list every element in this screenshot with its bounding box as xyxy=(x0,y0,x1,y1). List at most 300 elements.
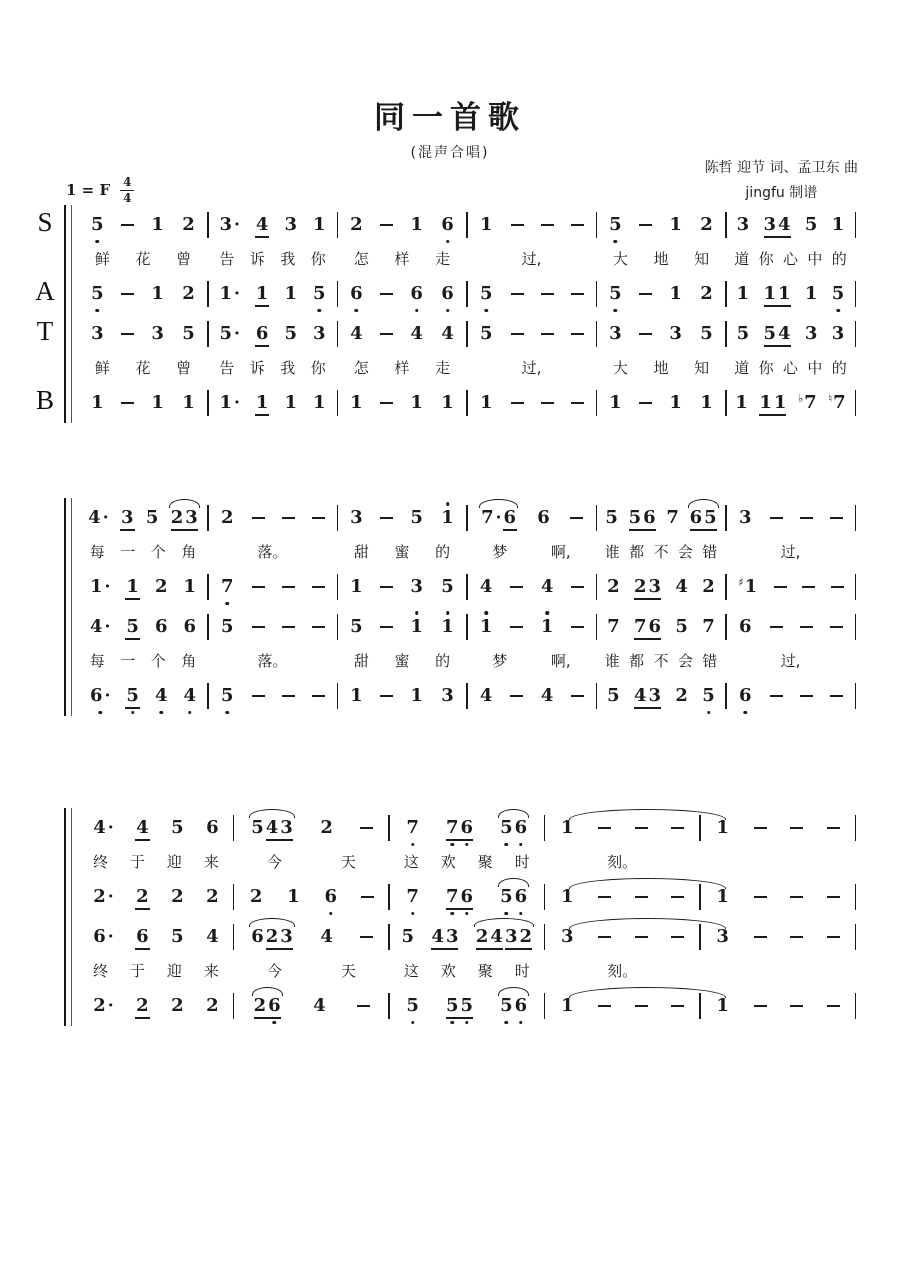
measure xyxy=(390,986,544,1026)
note-digit: 1 xyxy=(759,392,772,413)
note-digit: 6 xyxy=(154,616,168,637)
beam-group xyxy=(445,888,474,906)
note xyxy=(312,394,327,412)
note xyxy=(479,394,494,412)
voice-label-b: B xyxy=(35,385,54,415)
note-digit: 6 xyxy=(537,507,550,528)
duration-dash xyxy=(282,586,295,588)
note xyxy=(181,216,196,234)
duration-dash xyxy=(511,293,524,295)
note-digit: 3 xyxy=(648,576,662,597)
beam-group xyxy=(265,928,294,946)
lyric-syllable: 的 xyxy=(435,652,451,670)
duration-dash xyxy=(312,517,325,519)
note-digit: 1 xyxy=(561,995,574,1016)
lyric-syllable: 你 xyxy=(310,250,326,268)
lyric-syllable: 你 xyxy=(310,359,326,377)
note-digit: 6 xyxy=(643,507,656,528)
system-lines xyxy=(79,205,856,423)
system xyxy=(26,498,856,716)
measure xyxy=(468,383,596,423)
lyric-syllable: 落。 xyxy=(257,652,288,670)
measure xyxy=(701,877,855,917)
note-digit: 5 xyxy=(221,685,234,706)
key-signature xyxy=(66,176,134,204)
note xyxy=(831,285,846,303)
measure xyxy=(597,383,725,423)
lyric-measure xyxy=(390,848,544,877)
note-digit: 7 xyxy=(702,616,715,637)
note xyxy=(90,216,105,234)
note xyxy=(409,509,424,527)
note-digit: 4 xyxy=(265,817,279,838)
lyric-measure xyxy=(545,957,699,986)
duration-dash xyxy=(830,517,843,519)
slur-group xyxy=(689,509,718,527)
note xyxy=(170,509,185,527)
note xyxy=(715,888,730,906)
lyric-syllable: 你 xyxy=(758,250,774,268)
note-digit: 4 xyxy=(183,685,196,706)
accidental: ♭ xyxy=(797,392,804,405)
note-digit: 5 xyxy=(171,926,184,947)
note-digit: 1 xyxy=(410,616,423,637)
duration-dash xyxy=(282,626,295,628)
note-digit: 2 xyxy=(154,576,168,597)
duration-dash xyxy=(830,626,843,628)
note xyxy=(205,928,220,946)
note-digit: 1 xyxy=(312,392,326,413)
note xyxy=(736,325,751,343)
measure xyxy=(234,877,388,917)
note xyxy=(633,578,648,596)
note-digit: 3 xyxy=(312,323,326,344)
note-digit: 2 xyxy=(675,685,688,706)
note xyxy=(409,216,424,234)
duration-dash xyxy=(671,896,684,898)
duration-dash xyxy=(121,402,134,404)
note xyxy=(738,618,753,636)
note xyxy=(349,285,364,303)
augmentation-dot: · xyxy=(234,324,240,344)
lyric-syllable: 蜜 xyxy=(394,652,410,670)
lyric-syllable: 个 xyxy=(150,543,166,561)
note xyxy=(349,394,364,412)
augmentation-dot: · xyxy=(107,996,114,1016)
note xyxy=(405,997,420,1015)
duration-dash xyxy=(510,626,523,628)
lyric-syllable: 迎 xyxy=(166,962,182,980)
voice-line-bass xyxy=(79,676,856,716)
note-digit: 1 xyxy=(151,392,164,413)
lyric-syllable: 来 xyxy=(203,853,219,871)
note xyxy=(608,285,623,303)
duration-dash xyxy=(121,293,134,295)
measure xyxy=(209,205,337,245)
note-digit: 1 xyxy=(89,576,103,597)
time-signature-denominator: 4 xyxy=(123,190,132,205)
note xyxy=(699,216,714,234)
lyric-measure xyxy=(79,647,207,676)
lyric-measure xyxy=(209,538,337,567)
voice-labels xyxy=(26,498,64,716)
note-digit: 3 xyxy=(410,576,423,597)
note xyxy=(514,997,529,1015)
note-digit: 5 xyxy=(607,685,620,706)
system-bracket xyxy=(64,498,72,716)
note-digit: 7 xyxy=(221,576,234,597)
lyric-syllable: 告 xyxy=(219,250,235,268)
note xyxy=(665,509,680,527)
note-digit: 1 xyxy=(255,392,269,413)
note xyxy=(459,888,474,906)
note-digit: 7 xyxy=(445,886,459,907)
note-digit: 3 xyxy=(280,817,293,838)
lyric-syllable: 时 xyxy=(514,853,530,871)
lyric-syllable: 每 xyxy=(89,652,105,670)
note-digit: 5 xyxy=(284,323,297,344)
note xyxy=(87,509,109,527)
note xyxy=(440,325,455,343)
note-digit: 2 xyxy=(206,995,219,1016)
beam-group xyxy=(633,618,662,636)
note-digit: 1 xyxy=(609,392,622,413)
measure xyxy=(468,274,596,314)
measure xyxy=(701,917,855,957)
note-digit: 1 xyxy=(561,886,574,907)
note-digit: 3 xyxy=(185,507,198,528)
measure xyxy=(209,498,337,538)
lyric-measure xyxy=(338,538,466,567)
note xyxy=(540,618,555,636)
note xyxy=(265,819,280,837)
note-digit: 6 xyxy=(689,507,703,528)
note-digit: 2 xyxy=(700,214,713,235)
note xyxy=(445,819,460,837)
duration-dash xyxy=(671,936,684,938)
lyric-syllable: 样 xyxy=(394,250,410,268)
note-digit: 3 xyxy=(151,323,164,344)
voice-line-tenor xyxy=(79,607,856,647)
slur-group xyxy=(170,509,199,527)
note-digit: 6 xyxy=(268,995,281,1016)
lyric-line xyxy=(79,538,856,567)
lyric-syllable: 诉 xyxy=(249,250,265,268)
note-digit: 5 xyxy=(126,616,139,637)
note-digit: 1 xyxy=(284,283,297,304)
note-digit: 1 xyxy=(669,283,682,304)
note-digit: 3 xyxy=(504,926,518,947)
note-digit: 6 xyxy=(255,323,269,344)
measure xyxy=(338,274,466,314)
duration-dash xyxy=(571,586,584,588)
lyric-line xyxy=(79,354,856,383)
note xyxy=(265,928,280,946)
lyric-syllable: 花 xyxy=(135,250,151,268)
note xyxy=(89,687,111,705)
duration-dash xyxy=(380,626,393,628)
barline xyxy=(855,505,857,531)
note xyxy=(255,216,270,234)
note xyxy=(734,394,749,412)
duration-dash xyxy=(827,827,840,829)
note-digit: 7 xyxy=(804,392,817,413)
note-digit: 3 xyxy=(669,323,682,344)
note xyxy=(445,997,460,1015)
note xyxy=(135,888,150,906)
note xyxy=(699,394,714,412)
note xyxy=(479,325,494,343)
note xyxy=(763,325,778,343)
measure xyxy=(597,676,725,716)
note xyxy=(90,325,105,343)
note-digit: 3 xyxy=(804,323,818,344)
note-digit: 1 xyxy=(735,392,748,413)
beam-group xyxy=(504,928,533,946)
note-digit: 1 xyxy=(410,214,423,235)
note xyxy=(170,997,185,1015)
note xyxy=(125,578,140,596)
measure xyxy=(597,274,725,314)
note xyxy=(668,394,683,412)
duration-dash xyxy=(671,827,684,829)
page-title: 同一首歌 xyxy=(374,100,526,136)
lyric-syllable: 不 xyxy=(653,652,669,670)
voice-line-soprano xyxy=(79,808,856,848)
note xyxy=(777,285,792,303)
measure xyxy=(79,808,233,848)
accidental: ♯ xyxy=(738,576,744,589)
measure xyxy=(209,607,337,647)
augmentation-dot: · xyxy=(234,393,240,413)
note xyxy=(405,819,420,837)
note xyxy=(89,618,111,636)
lyric-syllable: 于 xyxy=(129,962,145,980)
lyric-measure xyxy=(597,647,725,676)
lyric-syllable: 天 xyxy=(340,962,356,980)
note-digit: 4 xyxy=(255,214,269,235)
note xyxy=(349,325,364,343)
note-digit: 6 xyxy=(514,886,528,907)
note-digit: 4 xyxy=(540,685,554,706)
note-digit: 3 xyxy=(350,507,363,528)
note xyxy=(440,285,455,303)
duration-dash xyxy=(571,695,584,697)
duration-dash xyxy=(754,1005,767,1007)
voice-line-alto xyxy=(79,567,856,607)
lyric-syllable: 刻。 xyxy=(607,962,638,980)
note-digit: 6 xyxy=(183,616,196,637)
note xyxy=(648,618,663,636)
beam-group xyxy=(445,997,474,1015)
note-digit: 2 xyxy=(700,283,713,304)
lyric-syllable: 聚 xyxy=(477,853,493,871)
note-digit: 6 xyxy=(410,283,423,304)
lyric-syllable: 大 xyxy=(612,359,628,377)
duration-dash xyxy=(312,626,325,628)
lyric-measure xyxy=(727,245,855,274)
lyric-syllable: 错 xyxy=(702,652,718,670)
note xyxy=(220,618,235,636)
note-digit: 6 xyxy=(350,283,363,304)
note xyxy=(445,928,460,946)
note-digit: 3 xyxy=(91,323,104,344)
note xyxy=(674,687,689,705)
lyric-measure xyxy=(209,647,337,676)
note-digit: 5 xyxy=(401,926,415,947)
note-digit: 4 xyxy=(490,926,503,947)
note-digit: 6 xyxy=(136,926,149,947)
lyric-syllable: 每 xyxy=(89,543,105,561)
note-digit: 5 xyxy=(500,886,513,907)
note-digit: 3 xyxy=(716,926,729,947)
voice-label-a: A xyxy=(35,276,55,306)
note-digit: 1 xyxy=(287,886,300,907)
note xyxy=(220,578,235,596)
note xyxy=(560,928,575,946)
note-digit: 2 xyxy=(607,576,620,597)
augmentation-dot: · xyxy=(107,887,114,907)
note-digit: 4 xyxy=(778,214,791,235)
measure xyxy=(234,917,388,957)
note-digit: 5 xyxy=(628,507,642,528)
note-digit: 5 xyxy=(702,685,715,706)
duration-dash xyxy=(770,517,783,519)
note xyxy=(255,394,270,412)
measure xyxy=(338,676,466,716)
duration-dash xyxy=(639,402,652,404)
barline xyxy=(855,683,857,709)
lyric-syllable: 中 xyxy=(807,359,823,377)
note-digit: 1 xyxy=(410,392,423,413)
note xyxy=(459,997,474,1015)
note xyxy=(205,997,220,1015)
system xyxy=(26,205,856,423)
measure xyxy=(79,917,233,957)
duration-dash xyxy=(831,586,844,588)
measure xyxy=(79,986,233,1026)
note-digit: 4 xyxy=(313,995,326,1016)
duration-dash xyxy=(635,1005,648,1007)
duration-dash xyxy=(252,517,265,519)
note xyxy=(409,325,424,343)
note-digit: 1 xyxy=(479,616,493,637)
note xyxy=(125,618,140,636)
barline xyxy=(855,614,857,640)
duration-dash xyxy=(571,333,584,335)
duration-dash xyxy=(510,695,523,697)
measure xyxy=(701,986,855,1026)
note xyxy=(440,216,455,234)
note-digit: 7 xyxy=(833,392,846,413)
barline xyxy=(855,281,857,307)
note xyxy=(154,687,169,705)
augmentation-dot: · xyxy=(234,215,240,235)
note xyxy=(90,394,105,412)
note xyxy=(604,509,619,527)
note-digit: 1 xyxy=(284,392,297,413)
beam-group xyxy=(763,216,792,234)
note xyxy=(253,997,268,1015)
note xyxy=(283,394,298,412)
note xyxy=(150,325,165,343)
note xyxy=(674,578,689,596)
note-digit: 5 xyxy=(445,995,459,1016)
note-digit: 2 xyxy=(702,576,715,597)
note xyxy=(689,509,704,527)
note xyxy=(503,509,518,527)
lyric-syllable: 今 xyxy=(266,962,282,980)
lyric-syllable: 花 xyxy=(135,359,151,377)
note xyxy=(181,325,196,343)
note xyxy=(319,928,334,946)
note-digit: 1 xyxy=(441,616,454,637)
note-digit: 2 xyxy=(182,214,195,235)
credits xyxy=(705,156,858,206)
lyric-measure xyxy=(597,245,725,274)
lyric-measure xyxy=(338,354,466,383)
lyric-measure xyxy=(701,957,855,986)
voice-labels xyxy=(26,205,64,423)
note xyxy=(804,285,819,303)
duration-dash xyxy=(121,224,134,226)
duration-dash xyxy=(827,1005,840,1007)
subtitle: (混声合唱) xyxy=(410,145,490,161)
note-digit: 1 xyxy=(151,214,164,235)
lyric-measure xyxy=(209,245,337,274)
note-digit: 4 xyxy=(350,323,363,344)
note-digit: 2 xyxy=(171,995,184,1016)
duration-dash xyxy=(360,827,373,829)
lyric-measure xyxy=(468,354,596,383)
beam-group xyxy=(633,687,662,705)
note xyxy=(440,618,455,636)
note-digit: 2 xyxy=(182,283,195,304)
duration-dash xyxy=(598,827,611,829)
beam-group xyxy=(445,819,474,837)
barline xyxy=(855,924,857,950)
note xyxy=(797,394,818,412)
note-digit: 6 xyxy=(441,214,454,235)
duration-dash xyxy=(639,293,652,295)
voice-label-t: T xyxy=(36,316,54,346)
duration-dash xyxy=(380,586,393,588)
duration-dash xyxy=(121,333,134,335)
note-digit: 6 xyxy=(441,283,454,304)
lyric-syllable: 时 xyxy=(514,962,530,980)
note xyxy=(349,509,364,527)
note xyxy=(648,687,663,705)
note xyxy=(312,216,327,234)
note xyxy=(804,216,819,234)
note-digit: 2 xyxy=(171,886,184,907)
note-digit: 1 xyxy=(480,392,493,413)
note-digit: 7 xyxy=(607,616,620,637)
note-digit: 7 xyxy=(445,817,459,838)
note xyxy=(738,687,753,705)
note-digit: 4 xyxy=(479,685,493,706)
augmentation-dot: · xyxy=(107,818,114,838)
lyric-syllable: 鲜 xyxy=(94,250,110,268)
system xyxy=(26,808,856,1026)
measure xyxy=(79,567,207,607)
lyric-measure xyxy=(727,647,855,676)
lyric-syllable: 我 xyxy=(280,250,296,268)
lyric-syllable: 过, xyxy=(780,652,801,670)
measure xyxy=(468,498,596,538)
note-digit: 5 xyxy=(410,507,423,528)
note-digit: 1 xyxy=(219,392,233,413)
